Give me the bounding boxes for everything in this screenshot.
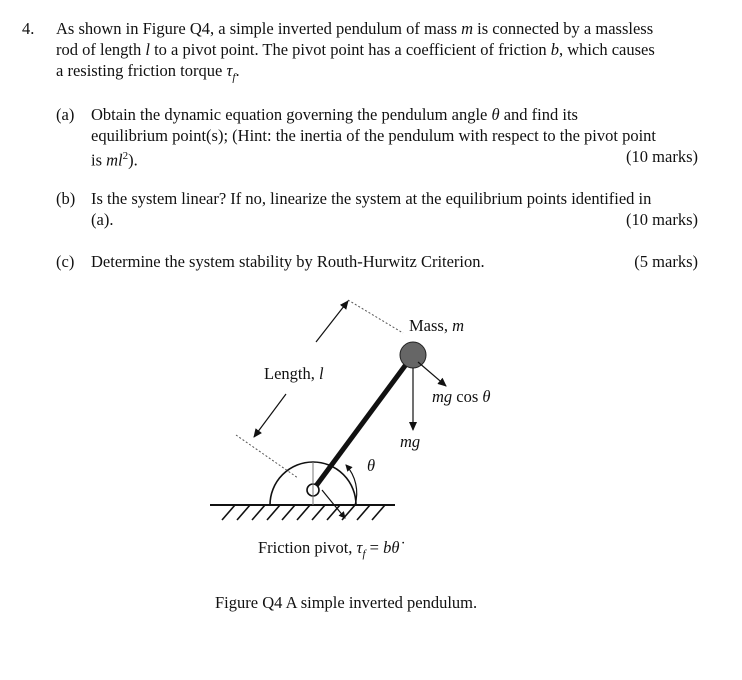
part-c-marks: (5 marks) — [634, 252, 698, 271]
part-b-line-1: Is the system linear? If no, linearize the system at the equilibrium points identified in — [91, 189, 652, 208]
part-b-line-2: (a). — [91, 210, 114, 229]
question-number: 4. — [22, 19, 35, 38]
part-a-line-2: equilibrium point(s); (Hint: the inertia of the pendulum with respect to the pivot point — [91, 126, 657, 145]
figure-caption: Figure Q4 A simple inverted pendulum. — [215, 593, 478, 612]
part-c-line-1: Determine the system stability by Routh-Hurwitz Criterion. — [91, 252, 485, 271]
intro-line-2: rod of length l to a pivot point. The pivot point has a coefficient of friction b, which causes — [56, 40, 655, 59]
length-extension-bottom — [236, 435, 298, 478]
part-b-marks: (10 marks) — [626, 210, 698, 229]
length-extension-top — [348, 300, 403, 333]
ground — [210, 505, 395, 520]
mass-label: Mass, m — [409, 316, 465, 335]
mass-bob — [400, 342, 426, 368]
length-label: Length, l — [264, 364, 324, 383]
force-vertical-label: mg — [400, 432, 421, 451]
length-arrow-lower — [254, 394, 286, 437]
part-c-label: (c) — [56, 252, 75, 271]
part-a-marks: (10 marks) — [626, 147, 698, 166]
angle-label: θ — [367, 456, 376, 475]
pendulum-rod — [313, 355, 413, 490]
force-normal-label: mg cos θ — [432, 387, 491, 406]
length-arrow-upper — [316, 301, 348, 342]
part-a-line-3: is $ml^2$). — [91, 150, 138, 170]
intro-line-3: a resisting friction torque $\tau_f$. — [56, 61, 240, 84]
part-b-label: (b) — [56, 189, 76, 208]
force-mgcos-arrow — [418, 362, 446, 386]
part-a-label: (a) — [56, 105, 75, 124]
part-a-line-1: Obtain the dynamic equation governing the pendulum angle θ and find its — [91, 105, 578, 124]
pivot-label: Friction pivot, $\tau_f$ = bθ̇ — [258, 538, 400, 560]
intro-line-1-text: As shown in Figure Q4, a simple inverted pendulum of mass m is connected by a massless — [56, 19, 654, 38]
